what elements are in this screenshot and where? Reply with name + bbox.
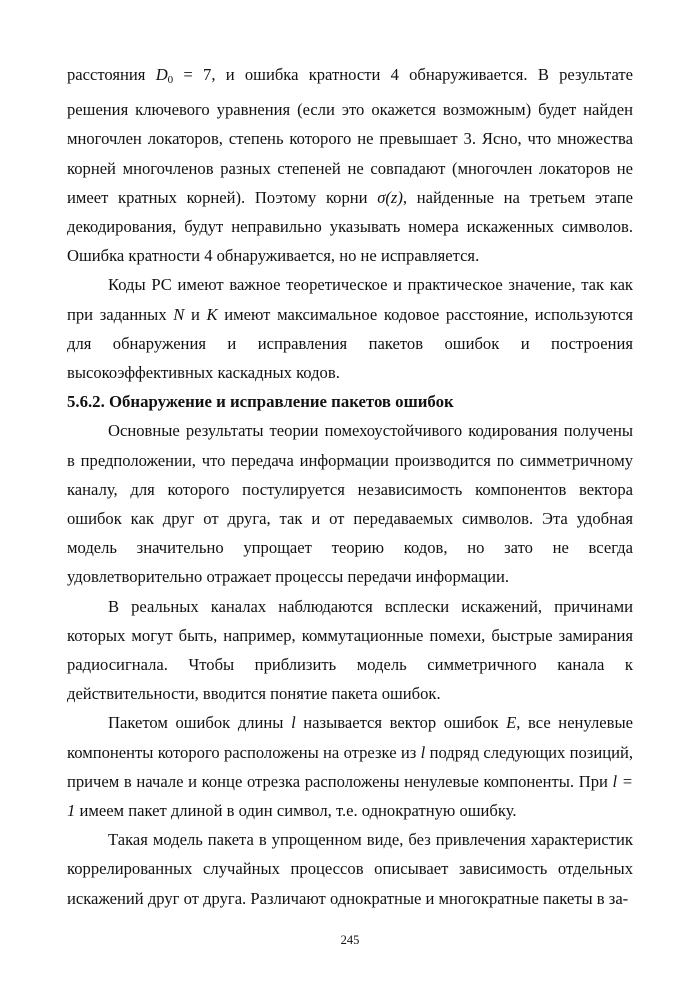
math-l: l [420, 742, 426, 762]
paragraph-4: В реальных каналах наблюдаются всплески искажений, причинами которых могут быть, например, коммутационные помехи, быстрые замирания радиосигнала. Чтобы приблизить модель симметричного канала к действительности, вводится понятие пакета ошибок. [67, 596, 633, 704]
text-run: имеем пакет длиной в один символ, т.е. однократную ошибку. [75, 801, 517, 821]
math-l-equals-1: l = 1 [67, 771, 633, 821]
text-run: имеют максимальное кодовое расстояние, используются для обнаружения и исправления пакетов ошибок и построения высокоэффективных каскадных кодов. [67, 304, 633, 383]
paragraph-5 [67, 708, 633, 825]
text-run: называется вектор ошибок [295, 713, 507, 733]
math-sigma-z: σ(z) [377, 187, 403, 207]
math-subscript: 0 [167, 74, 174, 86]
text-run: , найденные на третьем этапе декодирования, будут неправильно указывать номера искаженных символов. Ошибка кратности 4 обнаруживается, но не исправляется. [67, 187, 633, 266]
paragraph-1 [67, 60, 633, 270]
math-D0 [156, 65, 173, 84]
text-run: Коды РС имеют важное теоретическое и практическое значение, так как при заданных [67, 275, 633, 324]
text-run: , и ошибка кратности 4 обнаруживается. В результате решения ключевого уравнения (если это окажется возможным) будет найден многочлен локаторов, степень которого не превышает 3. Ясно, что множества корней многочленов разных степеней не совпадают (многочлен локаторов не имеет кратных корней). Поэтому корни [67, 65, 633, 207]
paragraph-3: Основные результаты теории помехоустойчивого кодирования получены в предположении, что передача информации производится по симметричному каналу, для которого постулируется независимость компонентов вектора ошибок как друг от друга, так и от передаваемых символов. Эта удобная модель значительно упрощает теорию кодов, но зато не всегда удовлетворительно отражает процессы передачи информации. [67, 421, 633, 587]
math-N: N [173, 304, 185, 324]
paragraph-6: Такая модель пакета в упрощенном виде, без привлечения характеристик коррелированных случайных процессов описывает зависимость отдельных искажений друг от друга. Различают однократные и многократные пакеты в за- [67, 830, 633, 908]
paragraph-2 [67, 270, 633, 387]
text-run: и [184, 304, 207, 324]
math-l: l [291, 713, 296, 733]
math-E: E [506, 713, 517, 733]
text-run: подряд следующих позиций, причем в начале и конце отрезка расположены ненулевые компоненты. При [67, 742, 634, 791]
math-symbol: D [155, 65, 168, 84]
math-K: K [206, 304, 218, 324]
text-run: , все ненулевые компоненты которого расположены на отрезке из [67, 713, 633, 762]
page-number: 245 [340, 933, 360, 947]
body-text [67, 60, 633, 913]
section-heading: 5.6.2. Обнаружение и исправление пакетов ошибок [67, 392, 454, 412]
text-run: Пакетом ошибок длины [108, 713, 292, 733]
text-run: расстояния [67, 65, 156, 84]
math-equals-seven: = 7 [173, 65, 212, 84]
